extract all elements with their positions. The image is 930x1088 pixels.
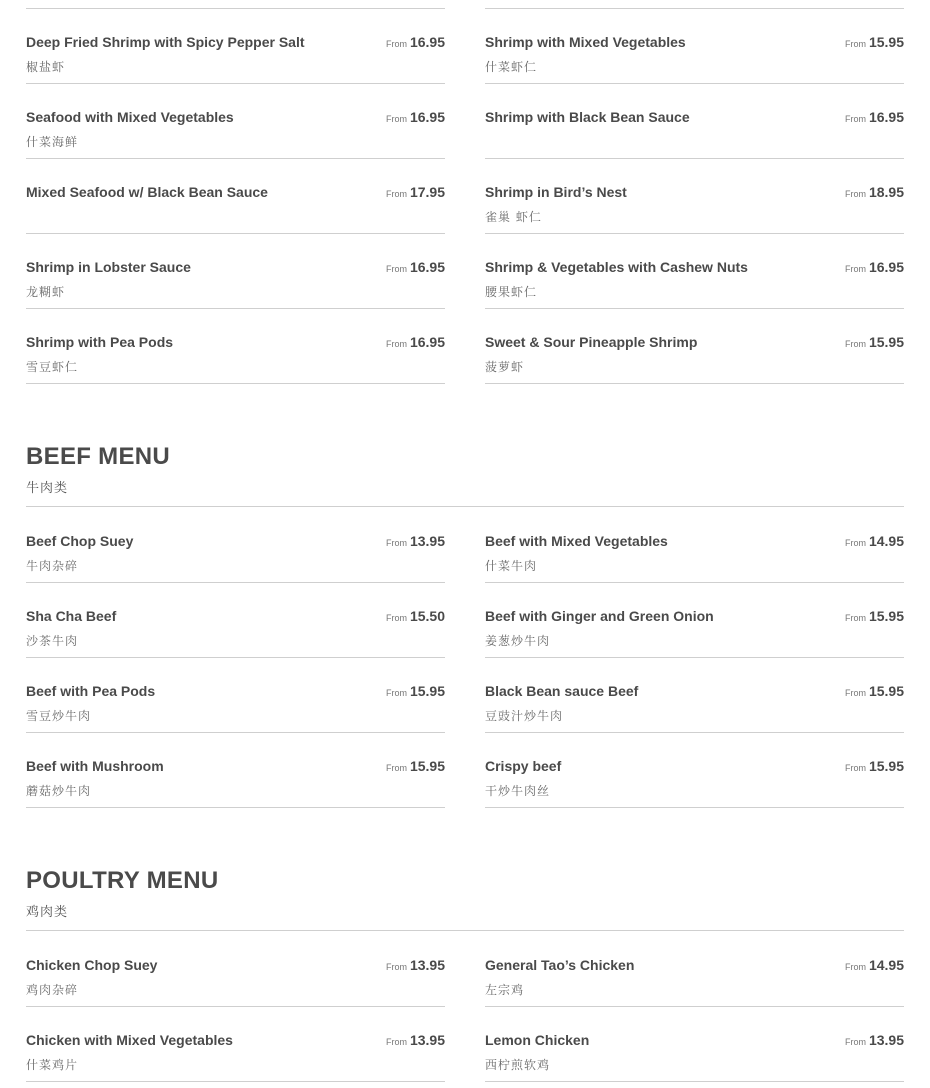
item-name: Shrimp with Black Bean Sauce bbox=[485, 109, 690, 125]
menu-item-lemon-chicken[interactable] bbox=[485, 1014, 904, 1088]
price-from-label: From bbox=[844, 114, 866, 124]
item-name: Deep Fried Shrimp with Spicy Pepper Salt bbox=[26, 34, 305, 50]
price-amount: 17.95 bbox=[409, 184, 445, 200]
menu-item-beef-ginger-green-onion[interactable] bbox=[485, 590, 904, 664]
price-amount: 15.50 bbox=[409, 608, 445, 624]
divider bbox=[485, 582, 904, 583]
menu-item-chicken-chop-suey[interactable] bbox=[26, 939, 445, 1013]
divider bbox=[485, 83, 904, 84]
item-name: Shrimp with Pea Pods bbox=[26, 334, 174, 350]
item-chinese-name: 什菜虾仁 bbox=[485, 60, 538, 74]
item-chinese-name: 什菜鸡片 bbox=[26, 1058, 79, 1072]
item-chinese-name: 牛肉杂碎 bbox=[26, 559, 79, 573]
price-from-label: From bbox=[385, 189, 407, 199]
price-amount: 16.95 bbox=[868, 109, 904, 125]
item-name: Lemon Chicken bbox=[485, 1032, 590, 1048]
item-price bbox=[845, 184, 904, 202]
menu-item-shrimp-mixed-vegetables[interactable] bbox=[485, 16, 904, 90]
section-subtitle-poultry: 鸡肉类 bbox=[26, 905, 69, 920]
price-amount: 15.95 bbox=[868, 758, 904, 774]
item-name: Chicken with Mixed Vegetables bbox=[26, 1032, 233, 1048]
divider bbox=[26, 383, 445, 384]
section-subtitle-beef: 牛肉类 bbox=[26, 481, 69, 496]
item-chinese-name: 豆豉汁炒牛肉 bbox=[485, 709, 564, 723]
price-from-label: From bbox=[844, 688, 866, 698]
item-name: Shrimp in Lobster Sauce bbox=[26, 259, 191, 275]
menu-item-sweet-sour-pineapple-shrimp[interactable] bbox=[485, 316, 904, 390]
price-from-label: From bbox=[385, 114, 407, 124]
item-name: Beef with Mushroom bbox=[26, 758, 164, 774]
menu-item-chicken-mixed-vegetables[interactable] bbox=[26, 1014, 445, 1088]
item-chinese-name: 沙茶牛肉 bbox=[26, 634, 79, 648]
price-from-label: From bbox=[385, 688, 407, 698]
item-chinese-name: 蘑菇炒牛肉 bbox=[26, 784, 92, 798]
divider bbox=[485, 8, 904, 9]
item-price bbox=[386, 259, 445, 277]
divider bbox=[485, 383, 904, 384]
divider bbox=[485, 1081, 904, 1082]
divider bbox=[26, 233, 445, 234]
price-amount: 13.95 bbox=[409, 957, 445, 973]
item-chinese-name: 姜葱炒牛肉 bbox=[485, 634, 551, 648]
item-name: Beef with Pea Pods bbox=[26, 683, 156, 699]
price-from-label: From bbox=[844, 339, 866, 349]
price-amount: 15.95 bbox=[868, 683, 904, 699]
price-from-label: From bbox=[385, 339, 407, 349]
price-from-label: From bbox=[844, 538, 866, 548]
price-from-label: From bbox=[385, 1037, 407, 1047]
price-amount: 16.95 bbox=[409, 259, 445, 275]
item-chinese-name: 椒盐虾 bbox=[26, 60, 66, 74]
price-from-label: From bbox=[844, 189, 866, 199]
item-chinese-name: 雀巢 虾仁 bbox=[485, 210, 542, 224]
divider bbox=[485, 1006, 904, 1007]
divider bbox=[26, 1081, 445, 1082]
menu-item-seafood-mixed-vegetables[interactable] bbox=[26, 91, 445, 165]
item-price bbox=[845, 533, 904, 551]
item-price bbox=[386, 184, 445, 202]
item-chinese-name: 鸡肉杂碎 bbox=[26, 983, 79, 997]
menu-item-shrimp-cashew-nuts[interactable] bbox=[485, 241, 904, 315]
divider bbox=[26, 308, 445, 309]
divider bbox=[26, 732, 445, 733]
item-chinese-name: 雪豆虾仁 bbox=[26, 360, 79, 374]
item-chinese-name: 西柠煎软鸡 bbox=[485, 1058, 551, 1072]
menu-item-crispy-beef[interactable] bbox=[485, 740, 904, 814]
price-from-label: From bbox=[385, 264, 407, 274]
item-chinese-name: 菠萝虾 bbox=[485, 360, 525, 374]
item-name: General Tao’s Chicken bbox=[485, 957, 635, 973]
menu-item-shrimp-black-bean[interactable] bbox=[485, 91, 904, 165]
menu-item-beef-chop-suey[interactable] bbox=[26, 515, 445, 589]
price-amount: 14.95 bbox=[868, 533, 904, 549]
divider bbox=[485, 732, 904, 733]
price-amount: 15.95 bbox=[868, 34, 904, 50]
menu-item-deep-fried-shrimp[interactable] bbox=[26, 16, 445, 90]
item-price bbox=[845, 758, 904, 776]
item-price bbox=[845, 1032, 904, 1050]
item-name: Mixed Seafood w/ Black Bean Sauce bbox=[26, 184, 268, 200]
item-chinese-name: 左宗鸡 bbox=[485, 983, 525, 997]
price-amount: 13.95 bbox=[409, 533, 445, 549]
item-price bbox=[386, 608, 445, 626]
price-from-label: From bbox=[385, 538, 407, 548]
divider bbox=[485, 158, 904, 159]
divider bbox=[26, 930, 904, 931]
divider bbox=[26, 657, 445, 658]
item-price bbox=[386, 957, 445, 975]
item-price bbox=[845, 683, 904, 701]
divider bbox=[26, 807, 445, 808]
item-price bbox=[845, 34, 904, 52]
price-amount: 14.95 bbox=[868, 957, 904, 973]
price-from-label: From bbox=[844, 613, 866, 623]
item-chinese-name: 什菜海鲜 bbox=[26, 135, 79, 149]
divider bbox=[485, 308, 904, 309]
divider bbox=[485, 233, 904, 234]
item-name: Beef Chop Suey bbox=[26, 533, 134, 549]
price-amount: 15.95 bbox=[868, 608, 904, 624]
item-name: Sweet & Sour Pineapple Shrimp bbox=[485, 334, 698, 350]
price-from-label: From bbox=[844, 1037, 866, 1047]
menu-item-beef-pea-pods[interactable] bbox=[26, 665, 445, 739]
price-amount: 15.95 bbox=[409, 683, 445, 699]
item-price bbox=[845, 957, 904, 975]
price-from-label: From bbox=[844, 962, 866, 972]
divider bbox=[485, 807, 904, 808]
item-price bbox=[386, 758, 445, 776]
item-chinese-name: 什菜牛肉 bbox=[485, 559, 538, 573]
item-price bbox=[386, 533, 445, 551]
section-title-poultry: POULTRY MENU bbox=[26, 867, 219, 894]
item-chinese-name: 干炒牛肉丝 bbox=[485, 784, 551, 798]
item-price bbox=[845, 334, 904, 352]
divider bbox=[485, 657, 904, 658]
price-amount: 16.95 bbox=[409, 109, 445, 125]
price-from-label: From bbox=[844, 763, 866, 773]
item-price bbox=[845, 109, 904, 127]
divider bbox=[26, 8, 445, 9]
divider bbox=[26, 1006, 445, 1007]
menu-item-sha-cha-beef[interactable] bbox=[26, 590, 445, 664]
price-from-label: From bbox=[385, 39, 407, 49]
item-chinese-name: 雪豆炒牛肉 bbox=[26, 709, 92, 723]
item-name: Beef with Ginger and Green Onion bbox=[485, 608, 714, 624]
price-from-label: From bbox=[385, 613, 407, 623]
menu-item-shrimp-birds-nest[interactable] bbox=[485, 166, 904, 240]
item-name: Chicken Chop Suey bbox=[26, 957, 158, 973]
divider bbox=[26, 158, 445, 159]
item-price bbox=[386, 109, 445, 127]
price-amount: 15.95 bbox=[868, 334, 904, 350]
item-name: Black Bean sauce Beef bbox=[485, 683, 639, 699]
item-price bbox=[386, 1032, 445, 1050]
menu-item-beef-mixed-vegetables[interactable] bbox=[485, 515, 904, 589]
menu-item-shrimp-pea-pods[interactable] bbox=[26, 316, 445, 390]
price-amount: 16.95 bbox=[409, 34, 445, 50]
item-name: Sha Cha Beef bbox=[26, 608, 117, 624]
price-amount: 18.95 bbox=[868, 184, 904, 200]
menu-item-black-bean-sauce-beef[interactable] bbox=[485, 665, 904, 739]
item-name: Crispy beef bbox=[485, 758, 562, 774]
price-from-label: From bbox=[385, 962, 407, 972]
item-name: Shrimp with Mixed Vegetables bbox=[485, 34, 686, 50]
menu-item-shrimp-lobster-sauce[interactable] bbox=[26, 241, 445, 315]
price-amount: 16.95 bbox=[868, 259, 904, 275]
menu-item-mixed-seafood-black-bean[interactable] bbox=[26, 166, 445, 240]
item-name: Shrimp & Vegetables with Cashew Nuts bbox=[485, 259, 748, 275]
item-chinese-name: 龙糊虾 bbox=[26, 285, 66, 299]
item-price bbox=[845, 259, 904, 277]
item-price bbox=[386, 334, 445, 352]
price-from-label: From bbox=[385, 763, 407, 773]
divider bbox=[26, 83, 445, 84]
menu-item-general-taos-chicken[interactable] bbox=[485, 939, 904, 1013]
item-price bbox=[386, 34, 445, 52]
item-price bbox=[386, 683, 445, 701]
price-amount: 15.95 bbox=[409, 758, 445, 774]
price-from-label: From bbox=[844, 39, 866, 49]
section-title-beef: BEEF MENU bbox=[26, 443, 171, 470]
menu-item-beef-mushroom[interactable] bbox=[26, 740, 445, 814]
divider bbox=[26, 506, 904, 507]
item-price bbox=[845, 608, 904, 626]
price-amount: 13.95 bbox=[868, 1032, 904, 1048]
price-from-label: From bbox=[844, 264, 866, 274]
item-chinese-name: 腰果虾仁 bbox=[485, 285, 538, 299]
item-name: Shrimp in Bird’s Nest bbox=[485, 184, 627, 200]
price-amount: 13.95 bbox=[409, 1032, 445, 1048]
item-name: Beef with Mixed Vegetables bbox=[485, 533, 668, 549]
item-name: Seafood with Mixed Vegetables bbox=[26, 109, 234, 125]
price-amount: 16.95 bbox=[409, 334, 445, 350]
divider bbox=[26, 582, 445, 583]
